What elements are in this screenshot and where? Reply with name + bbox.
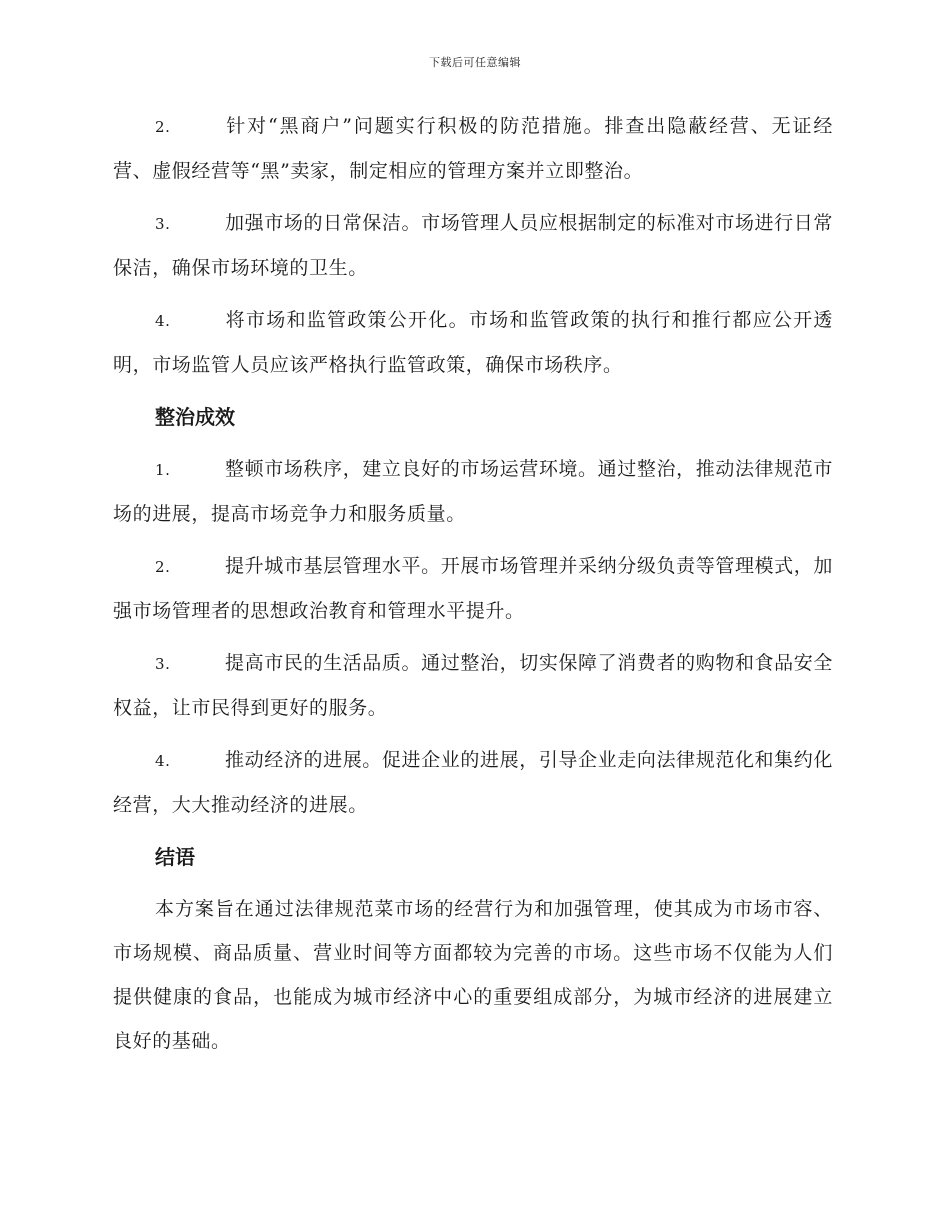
list-text: 提升城市基层管理水平。开展市场管理并采纳分级负责等管理模式，加强市场管理者的思想政治教育和管理水平提升。 [113,555,833,622]
list-text: 提高市民的生活品质。通过整治，切实保障了消费者的购物和食品安全权益，让市民得到更好的服务。 [113,652,833,719]
section-heading: 结语 [155,845,195,869]
document-body [113,104,833,1071]
list-text: 将市场和监管政策公开化。市场和监管政策的执行和推行都应公开透明，市场监管人员应该严格执行监管政策，确保市场秩序。 [113,309,833,376]
list-number: 4. [155,752,171,770]
list-number: 1. [155,461,171,479]
list-item [113,298,833,387]
list-number: 3. [155,655,171,673]
conclusion-paragraph: 本方案旨在通过法律规范菜市场的经营行为和加强管理，使其成为市场市容、市场规模、商品质量、营业时间等方面都较为完善的市场。这些市场不仅能为人们提供健康的食品，也能成为城市经济中心的重要组成部分，为城市经济的进展建立良好的基础。 [113,898,833,1052]
list-number: 2. [155,558,171,576]
list-item [113,544,833,633]
section-heading: 整治成效 [155,405,235,429]
list-number: 2. [155,118,171,136]
list-item [113,447,833,536]
list-text: 推动经济的进展。促进企业的进展，引导企业走向法律规范化和集约化经营，大大推动经济的进展。 [113,749,833,816]
list-item [113,738,833,827]
list-number: 3. [155,215,171,233]
page-header: 下载后可任意编辑 [429,56,521,69]
list-item [113,104,833,193]
list-item [113,201,833,290]
list-text: 加强市场的日常保洁。市场管理人员应根据制定的标准对市场进行日常保洁，确保市场环境的卫生。 [113,212,833,279]
list-text: 整顿市场秩序，建立良好的市场运营环境。通过整治，推动法律规范市场的进展，提高市场竞争力和服务质量。 [113,458,833,525]
list-number: 4. [155,312,171,330]
list-item [113,641,833,730]
list-text: 针对“黑商户”问题实行积极的防范措施。排查出隐蔽经营、无证经营、虚假经营等“黑”卖家，制定相应的管理方案并立即整治。 [113,115,833,182]
